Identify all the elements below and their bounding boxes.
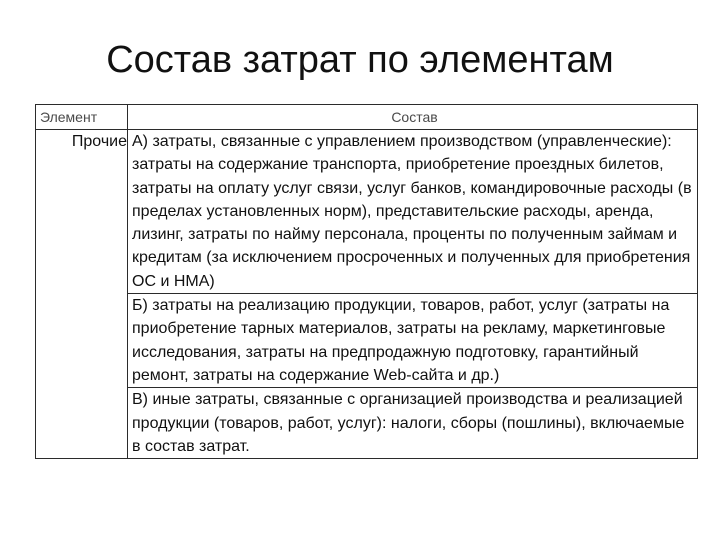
composition-part-a: А) затраты, связанные с управлением производством (управленческие): затраты на содержание транспорта, приобретение проездных билетов, затраты на оплату услуг связи, услуг банков, командировочные расходы (в пределах установленных норм), представительские расходы, аренда, лизинг, затраты по найму персонала, проценты по полученным займам и кредитам (за исключением просроченных и полученных для приобретения ОС и НМА) [128,130,698,294]
composition-part-c: В) иные затраты, связанные с организацией производства и реализацией продукции (товаров, работ, услуг): налоги, сборы (пошлины), включаемые в состав затрат. [128,388,698,459]
column-header-element: Элемент [36,105,128,130]
table-header-row [36,105,698,130]
table-row [36,130,698,294]
page-title: Состав затрат по элементам [106,39,614,81]
table-row [36,388,698,459]
element-name-cell: Прочие [36,130,128,459]
table-row [36,294,698,388]
cost-composition-table [35,104,698,459]
column-header-composition: Состав [128,105,698,130]
composition-part-b: Б) затраты на реализацию продукции, товаров, работ, услуг (затраты на приобретение тарных материалов, затраты на рекламу, маркетинговые исследования, затраты на предпродажную подготовку, гарантийный ремонт, затраты на содержание Web-сайта и др.) [128,294,698,388]
